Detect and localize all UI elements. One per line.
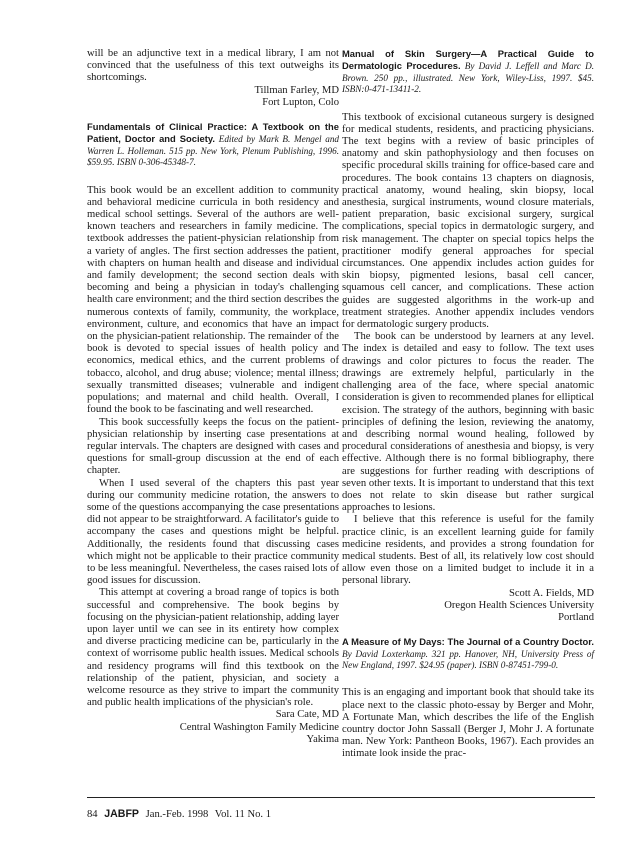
reviewer-name: Tillman Farley, MD <box>254 84 339 96</box>
reviewer-organization: Central Washington Family Medicine <box>179 721 339 733</box>
reviewer-location: Portland <box>558 611 594 623</box>
reviewer-organization: Oregon Health Sciences University <box>444 599 594 611</box>
review-title: Fundamentals of Clinical Practice: A Textbook on the Patient, Doctor and Society. <box>87 121 339 145</box>
body-paragraph: This attempt at covering a broad range of topics is both successful and comprehensive. The book begins by focusing on the physician-patient relationship, adding layer upon layer until we can see in its entirety how complex and diverse practicing medicine can be, particularly in the context of worrisome public health issues. Medical schools and residency programs will find this textbook on the relationship of the patient, physician, and society a welcome resource as they strive to impart the community and public health implications of the physician's role. <box>87 587 339 709</box>
issue-date: Jan.-Feb. 1998 <box>145 809 209 820</box>
review-heading-skin-surgery <box>342 48 594 96</box>
body-paragraph: This book would be an excellent addition to community and behavioral medicine curricula in both residency and medical school settings. Several of the authors are well-known teachers and researchers in family medicine. The textbook addresses the patient-physician relationship from a variety of angles. The first section addresses the patient, with chapters on human health and disease and individual and family development; the second section deals with becoming and being a physician in today's challenging health care environment; and the third section describes the numerous contexts of family, community, the workplace, environment, culture, and economics that have an impact on the physician-patient relationship. The remainder of the book is devoted to special issues of health policy and economics, medical ethics, and the current problems of tobacco, alcohol, and drug abuse; violence; mental illness; sexually transmitted diseases; vulnerable and indigent populations; and maternal and child health. Overall, I found the book to be fascinating and well researched. <box>87 184 339 416</box>
review-citation: By David Loxterkamp. 321 pp. Hanover, NH, University Press of New England, 1997. $24.95 (paper). ISBN 0-87451-799-0. <box>342 648 594 670</box>
volume-issue: Vol. 11 No. 1 <box>214 809 272 820</box>
reviewer-location: Yakima <box>306 733 339 745</box>
page-number: 84 <box>87 809 98 820</box>
reviewer-signature-3 <box>342 588 594 625</box>
body-paragraph: This book successfully keeps the focus on the patient-physician relationship by inserting case presentations at regular intervals. The chapters are designed with cases and questions for small-group discussion at the end of each chapter. <box>87 416 339 477</box>
reviewer-name: Sara Cate, MD <box>275 709 339 721</box>
right-column <box>342 48 594 761</box>
body-paragraph: The book can be understood by learners at any level. The index is detailed and easy to follow. The text uses drawings and color pictures to focus the reader. The drawings are extremely helpful, particularly in the challenging area of the face, where special anatomic consideration is given to recommended planes for elliptical excision. The strategy of the authors, beginning with basic principles of defining the lesion, reviewing the anatomy, and describing normal wound healing, followed by procedural considerations of anesthesia and biopsy, is very effective. Although there is no formal bibliography, there are suggestions for further reading with descriptions of seven other texts. It is important to understand that this text does not relate to skin disease but rather surgical approaches to lesions. <box>342 331 594 514</box>
review-title: A Measure of My Days: The Journal of a Country Doctor. <box>342 636 594 648</box>
body-paragraph: I believe that this reference is useful for the family practice clinic, is an excellent learning guide for family medicine residents, and provides a strong foundation for medical students. Best of all, its relatively low cost should allow even those on a limited budget to include it in a personal library. <box>342 514 594 587</box>
review-citation: By David J. Leffell and Marc D. Brown. 250 pp., illustrated. New York, Wiley-Liss, 1997. $45. ISBN:0-471-13411-2. <box>342 61 595 95</box>
review-heading-fundamentals <box>87 121 339 169</box>
page-footer <box>87 797 595 821</box>
review-citation: Edited by Mark B. Mengel and Warren L. Holleman. 515 pp. New York, Plenum Publishing, 1996. $59.95. ISBN 0-306-45348-7. <box>87 134 340 168</box>
reviewer-name: Scott A. Fields, MD <box>508 587 594 599</box>
left-column <box>87 48 339 746</box>
body-paragraph: When I used several of the chapters this past year during our community medicine rotation, the answers to some of the questions accompanying the case presentations did not appear to be straightforward. A facilitator's guide to accompany the cases and questions might be helpful. Additionally, the residents found that discussing cases which might not be applicable to their practice community to be less meaningful. Nevertheless, the cases raised lots of good issues for discussion. <box>87 477 339 587</box>
reviewer-signature-1 <box>87 85 339 109</box>
review-title: Manual of Skin Surgery—A Practical Guide to Dermatologic Procedures. <box>342 48 594 72</box>
journal-name: JABFP <box>104 808 139 820</box>
continued-text: will be an adjunctive text in a medical library, I am not convinced that the usefulness of this text outweighs its shortcomings. <box>87 48 339 84</box>
body-paragraph: This is an engaging and important book that should take its place next to the classic photo-essay by Berger and Mohr, A Fortunate Man, which describes the life of the English country doctor John Sassall (Berger J, Mohr J. A fortunate man. New York: Pantheon Books, 1967). Each provides an intimate look inside the prac- <box>342 687 594 760</box>
body-paragraph: This textbook of excisional cutaneous surgery is designed for medical students, residents, and practicing physicians. The text begins with a review of basic principles of anatomy and skin pathophysiology and then focuses on specific procedural skills training for office-based care and procedures. The book contains 13 chapters on diagnosis, practical anatomy, wound healing, skin biopsy, local anesthesia, surgical instruments, wound closure materials, patient preparation, basic excisional surgery, surgical complications, special topics in dermatologic surgery, and risk management. The chapter on special topics helps the practitioner modify general approaches for special circumstances. One appendix includes action guides for skin biopsy, pigmented lesions, basal cell cancer, squamous cell cancer, and complications. These action guides are suggested algorithms in the work-up and treatment strategies. Another appendix includes vendors for dermatologic surgery products. <box>342 111 594 331</box>
reviewer-location: Fort Lupton, Colo <box>262 96 339 108</box>
review-heading-measure-of-my-days <box>342 636 594 671</box>
reviewer-signature-2 <box>87 709 339 746</box>
